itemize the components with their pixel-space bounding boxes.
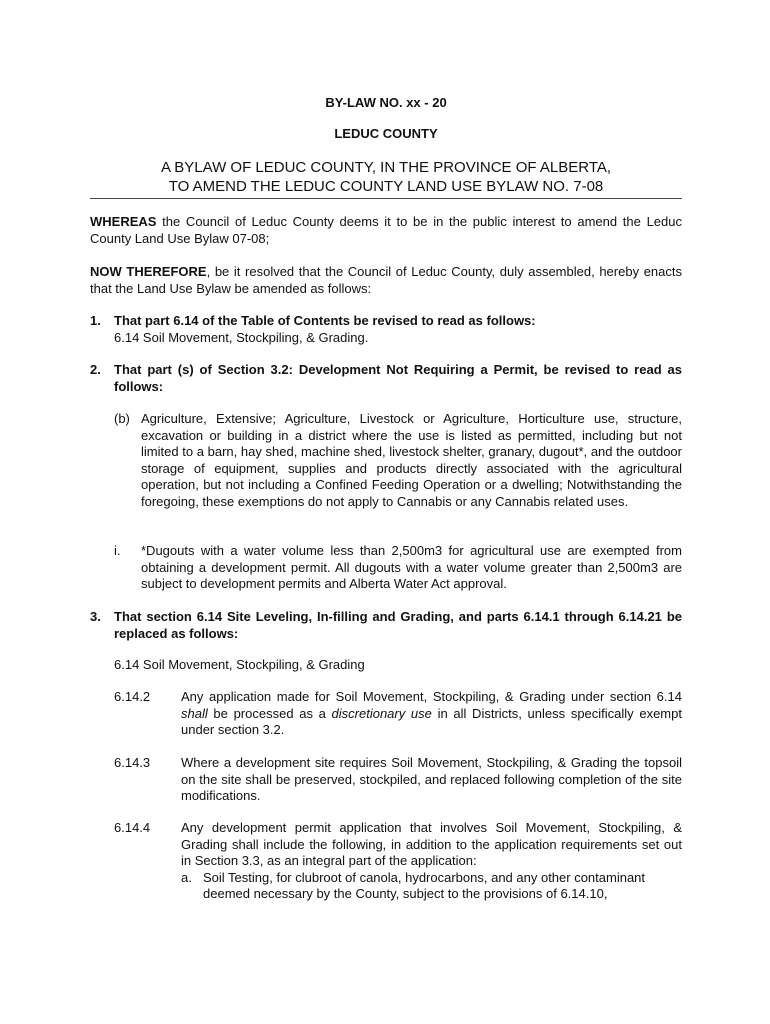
clause-6-14-4: [114, 820, 682, 903]
item-2-heading: [90, 362, 682, 395]
paragraph-b-text: Agriculture, Extensive; Agriculture, Livestock or Agriculture, Horticulture use, structure, excavation or building in a district where the use is listed as permitted, including but not limited to a barn, hay shed, machine shed, livestock shelter, granary, dugout*, and the outdoor storage of equipment, supplies and products directly associated with the agricultural operation, but not including a Confined Feeding Operation or a dwelling; Notwithstanding the foregoing, these exemptions do not apply to Cannabis or any Cannabis related uses.: [141, 411, 682, 509]
item-1-sub: 6.14 Soil Movement, Stockpiling, & Grading.: [114, 330, 369, 345]
whereas-paragraph: [90, 214, 682, 247]
clause-6-14-2-text-c: in all Districts, unless specifically exempt under section 3.2.: [181, 705, 682, 737]
clause-6-14-3: [114, 755, 682, 805]
title-divider: [90, 198, 682, 199]
sub-a-text: Soil Testing, for clubroot of canola, hydrocarbons, and any other contaminant deemed necessary by the County, subject to the provisions of 6.14.10,: [203, 869, 646, 901]
clause-6-14-2-text-b: be processed as a: [207, 705, 332, 721]
item-2-paragraph-b: [114, 411, 682, 510]
clause-6-14-3-label: 6.14.3: [114, 755, 151, 770]
item-1-number: 1.: [90, 313, 101, 328]
item-3-sub: 6.14 Soil Movement, Stockpiling, & Grading: [114, 657, 365, 672]
clause-6-14-2-text-a: Any application made for Soil Movement, Stockpiling, & Grading under section 6.14: [181, 689, 682, 704]
whereas-lead: WHEREAS: [90, 214, 157, 229]
item-2-heading-text: That part (s) of Section 3.2: Development Not Requiring a Permit, be revised to read as follows:: [114, 362, 682, 394]
item-3-number: 3.: [90, 609, 101, 624]
whereas-text: the Council of Leduc County deems it to be in the public interest to amend the Leduc County Land Use Bylaw 07-08;: [90, 214, 682, 246]
document-title: [90, 158, 682, 196]
title-line-2: TO AMEND THE LEDUC COUNTY LAND USE BYLAW NO. 7-08: [168, 178, 604, 195]
now-therefore-text: , be it resolved that the Council of Leduc County, duly assembled, hereby enacts that the Land Use Bylaw be amended as follows:: [90, 264, 683, 296]
item-1-heading-text: That part 6.14 of the Table of Contents be revised to read as follows:: [114, 313, 536, 328]
sub-a-label: a.: [181, 869, 192, 885]
clause-6-14-2-text: [181, 689, 682, 739]
now-therefore-paragraph: [90, 264, 682, 297]
item-2-number: 2.: [90, 362, 101, 377]
roman-i-text: *Dugouts with a water volume less than 2,500m3 for agricultural use are exempted from obtaining a development permit. All dugouts with a water volume greater than 2,500m3 are subject to development permits and Alberta Water Act approval.: [141, 543, 682, 591]
paragraph-b-label: (b): [114, 411, 130, 426]
now-therefore-lead: NOW THEREFORE: [90, 264, 207, 279]
clause-6-14-2-label: 6.14.2: [114, 689, 151, 704]
item-3-heading: [90, 609, 682, 642]
item-3-heading-text: That section 6.14 Site Leveling, In-filling and Grading, and parts 6.14.1 through 6.14.21 be replaced as follows:: [114, 609, 682, 641]
item-2-roman-i: [114, 543, 682, 593]
clause-6-14-2-italic-shall: shall: [181, 705, 208, 721]
bylaw-number: BY-LAW NO. xx - 20: [325, 95, 447, 110]
roman-i-label: i.: [114, 543, 121, 558]
clause-6-14-2-italic-discretionary: discretionary use: [331, 705, 432, 721]
clause-6-14-4-sub-a: [181, 870, 682, 903]
clause-6-14-2: [114, 689, 682, 739]
clause-6-14-4-label: 6.14.4: [114, 820, 151, 835]
item-1-heading: [90, 313, 682, 330]
clause-6-14-4-text: Any development permit application that involves Soil Movement, Stockpiling, & Grading shall include the following, in addition to the application requirements set out in Section 3.3, as an integral part of the application:: [181, 820, 682, 868]
title-line-1: A BYLAW OF LEDUC COUNTY, IN THE PROVINCE OF ALBERTA,: [160, 159, 612, 176]
clause-6-14-3-text: Where a development site requires Soil Movement, Stockpiling, & Grading the topsoil on the site shall be preserved, stockpiled, and replaced following completion of the site modifications.: [181, 755, 682, 803]
county-name: LEDUC COUNTY: [334, 126, 438, 141]
